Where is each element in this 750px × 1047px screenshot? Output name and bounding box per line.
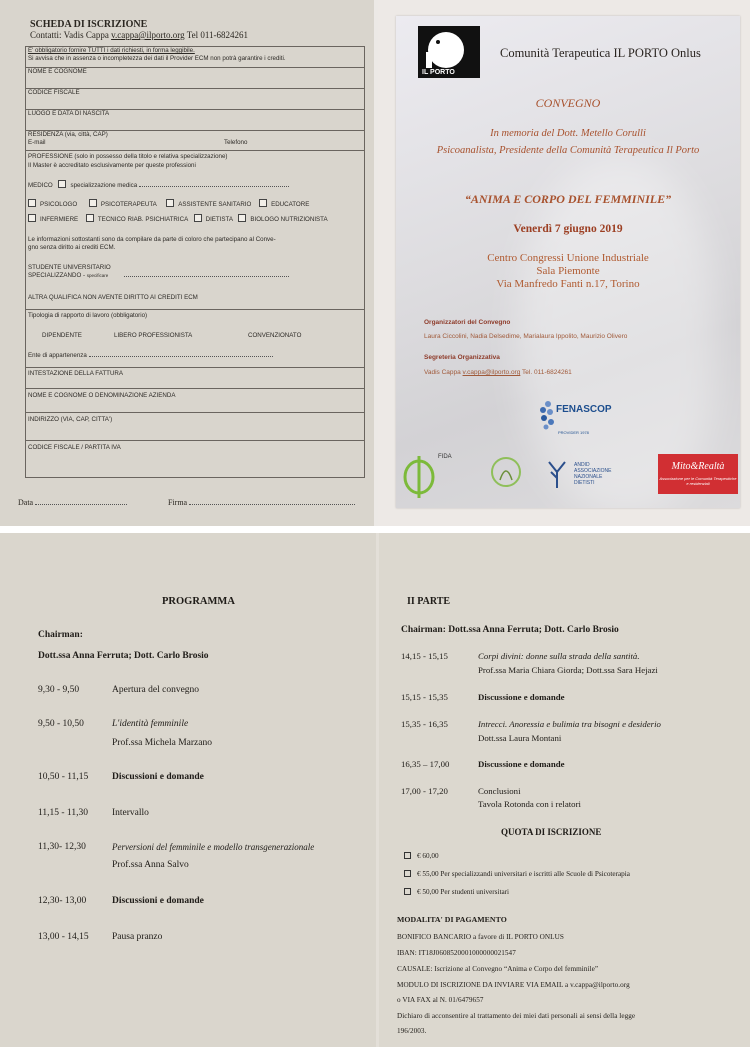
checkbox-educatore[interactable] (259, 199, 267, 207)
medico-checkbox[interactable] (58, 180, 66, 188)
data-label: Data (18, 498, 34, 507)
ente-line[interactable] (89, 356, 273, 357)
ente-row (28, 352, 273, 359)
secretary-email[interactable]: v.cappa@ilporto.org (462, 369, 521, 376)
firma-line[interactable] (189, 504, 355, 505)
fenascop-title: FENASCOP (556, 404, 612, 415)
studente-line[interactable] (124, 276, 289, 277)
prof-label: INFERMIERE (40, 216, 79, 223)
secretary-label: Segreteria Organizzativa (424, 354, 500, 361)
studente-row (28, 272, 289, 279)
prof-label: PSICOLOGO (40, 201, 78, 208)
event-date: Venerdì 7 giugno 2019 (513, 223, 623, 235)
info-line-1: Le informazioni sottostanti sono da compilare da parte di coloro che partecipano al Conve- (28, 236, 276, 243)
session-time: 17,00 - 17,20 (401, 786, 448, 796)
info-line-2: gno senza diritto ai crediti ECM. (28, 244, 116, 251)
session-time: 15,15 - 15,35 (401, 692, 448, 702)
payment-line: BONIFICO BANCARIO a favore di IL PORTO ONLUS (397, 933, 564, 941)
quota-checkbox[interactable] (404, 870, 411, 877)
session-title: Intervallo (112, 808, 149, 818)
chairman-names: Dott.ssa Anna Ferruta; Dott. Carlo Brosio (38, 651, 209, 661)
notice-line-2: Si avvisa che in assenza o incompletezza dei dati il Provider ECM non potrà garantire i crediti. (28, 55, 286, 62)
prof-label: ASSISTENTE SANITARIO (178, 201, 252, 208)
data-line[interactable] (35, 504, 127, 505)
session-time: 16,35 – 17,00 (401, 759, 450, 769)
telefono-label: Telefono (224, 139, 248, 146)
session-time: 10,50 - 11,15 (38, 772, 89, 782)
il-porto-logo (418, 26, 480, 78)
field-intestazione[interactable] (26, 367, 364, 389)
field-label: CODICE FISCALE / PARTITA IVA (28, 444, 121, 451)
medico-label: MEDICO (28, 182, 53, 189)
session-time: 9,30 - 9,50 (38, 685, 80, 695)
payment-fax: o VIA FAX al N. 01/6479657 (397, 996, 484, 1004)
session-title: Corpi divini: donne sulla strada della santità. (478, 651, 640, 661)
field-label: NOME E COGNOME (28, 68, 87, 75)
quota-checkbox[interactable] (404, 888, 411, 895)
session-title: Intrecci. Anoressia e bulimia tra bisogni e desiderio (478, 719, 661, 729)
session-time: 11,30- 12,30 (38, 842, 86, 852)
data-field[interactable] (18, 498, 127, 507)
professions-row-2 (28, 214, 328, 223)
prof-label: BIOLOGO NUTRIZIONISTA (250, 216, 328, 223)
convegno-label: CONVEGNO (535, 96, 601, 110)
checkbox-psicoterapeuta[interactable] (89, 199, 97, 207)
session-speaker: Prof.ssa Michela Marzano (112, 738, 212, 748)
venue-line-3: Via Manfredo Fanti n.17, Torino (496, 278, 640, 290)
chairman-line: Chairman: Dott.ssa Anna Ferruta; Dott. Carlo Brosio (401, 625, 619, 635)
part-two-heading: II PARTE (407, 596, 451, 607)
field-label: INTESTAZIONE DELLA FATTURA (28, 370, 124, 377)
andid-line: DIETISTI (574, 480, 595, 486)
studente-label-1: STUDENTE UNIVERSITARIO (28, 264, 111, 271)
field-codice-fiscale[interactable] (26, 89, 364, 110)
tip-convenzionato[interactable]: CONVENZIONATO (248, 332, 302, 339)
payment-iban: IBAN: IT18J0608520001000000021547 (397, 949, 516, 957)
organization-name: Comunità Terapeutica IL PORTO Onlus (500, 46, 701, 60)
email-label: E-mail (28, 139, 46, 146)
session-speaker: Tavola Rotonda con i relatori (478, 799, 581, 809)
professions-row-1 (28, 199, 309, 208)
session-time: 13,00 - 14,15 (38, 932, 89, 942)
organizers-label: Organizzatori del Convegno (424, 319, 511, 326)
field-label: RESIDENZA (via, città, CAP) (28, 131, 108, 138)
association-mark (488, 454, 524, 490)
quota-option-60[interactable] (404, 852, 439, 860)
form-notice (26, 47, 364, 68)
secretary-tel: Tel. 011-6824261 (520, 369, 572, 376)
session-time: 11,15 - 11,30 (38, 808, 88, 818)
secretary-contact (424, 369, 572, 376)
mito-title: Mito&Realtà (671, 461, 725, 472)
professione-label: PROFESSIONE (solo in possesso della titolo e relativa specializzazione) (28, 153, 228, 160)
session-title: Conclusioni (478, 786, 521, 796)
mito-sub: Associazione per le Comunità Terapeutiche e residenziali (659, 476, 737, 486)
tip-dipendente[interactable]: DIPENDENTE (42, 332, 82, 339)
logo-bar (426, 52, 432, 68)
quota-label: € 55,00 Per specializzandi universitari e iscritti alle Scuole di Psicoterapia (417, 870, 630, 878)
memoria-line-2: Psicoanalista, Presidente della Comunità Terapeutica Il Porto (436, 145, 700, 156)
checkbox-psicologo[interactable] (28, 199, 36, 207)
form-box (25, 46, 365, 478)
andid-line: ANDID (574, 462, 590, 468)
andid-line: ASSOCIAZIONE (574, 468, 612, 474)
field-nome-cognome[interactable] (26, 68, 364, 89)
field-label: NOME E COGNOME O DENOMINAZIONE AZIENDA (28, 392, 176, 399)
fida-logo (402, 454, 462, 500)
andid-text (574, 462, 612, 486)
program-page-2 (379, 533, 750, 1047)
ente-label: Ente di appartenenza (28, 352, 87, 359)
session-time: 15,35 - 16,35 (401, 719, 448, 729)
chairman-label: Chairman: (38, 630, 83, 640)
session-title: Discussione e domande (478, 692, 565, 702)
privacy-line-1: Dichiaro di acconsentire al trattamento dei miei dati personali ai sensi della legge (397, 1012, 636, 1020)
cover-page (378, 0, 750, 526)
venue-line-1: Centro Congressi Unione Industriale (487, 252, 649, 264)
secretary-name: Vadis Cappa (424, 369, 463, 376)
session-title: Pausa pranzo (112, 932, 163, 942)
organizers-names: Laura Ciccolini, Nadia Delsedime, Marialaura Ippolito, Maurizio Olivero (424, 333, 628, 340)
session-speaker: Prof.ssa Anna Salvo (112, 860, 189, 870)
session-time: 9,50 - 10,50 (38, 719, 84, 729)
payment-heading: MODALITA' DI PAGAMENTO (397, 915, 507, 924)
quota-label: € 50,00 Per studenti universitari (417, 888, 510, 896)
studente-label-2: SPECIALIZZANDO - (28, 272, 87, 279)
event-title: “ANIMA E CORPO DEL FEMMINILE” (464, 192, 672, 206)
master-note: Il Master è accreditato esclusivamente per queste professioni (28, 162, 196, 169)
session-title: Perversioni del femminile e modello transgenerazionale (112, 842, 315, 852)
memoria-line-1: In memoria del Dott. Metello Corulli (490, 128, 646, 139)
field-label: CODICE FISCALE (28, 89, 80, 96)
contact-tel: Tel 011-6824261 (184, 30, 248, 40)
checkbox-dietista[interactable] (194, 214, 202, 222)
fenascop-mark (538, 400, 558, 430)
fenascop-provider: PROVIDER 1978 (558, 430, 589, 435)
contact-email[interactable]: v.cappa@ilporto.org (111, 30, 185, 40)
program-heading: PROGRAMMA (162, 596, 235, 607)
session-speaker: Dott.ssa Laura Montani (478, 733, 562, 743)
prof-label: DIETISTA (205, 216, 233, 223)
logo-dot (434, 38, 442, 46)
fenascop-logo (538, 398, 628, 442)
session-title: Discussioni e domande (112, 772, 204, 782)
field-email-label (28, 139, 364, 147)
medico-spec-line[interactable] (139, 186, 289, 187)
payment-email: MODULO DI ISCRIZIONE DA INVIARE VIA EMAIL a v.cappa@ilporto.org (397, 981, 630, 989)
payment-causale: CAUSALE: Iscrizione al Convegno “Anima e Corpo del femminile” (397, 965, 599, 973)
quota-label: € 60,00 (417, 852, 439, 860)
andid-mark (546, 460, 568, 490)
medico-spec-label: specializzazione medica (70, 182, 138, 189)
field-indirizzo[interactable] (26, 413, 364, 441)
field-residenza[interactable] (26, 131, 364, 151)
cover-panel (396, 16, 740, 508)
quota-heading: QUOTA DI ISCRIZIONE (501, 827, 602, 837)
form-title: SCHEDA DI ISCRIZIONE (30, 19, 148, 30)
quota-option-50[interactable] (404, 888, 509, 896)
tipologia-label: Tipologia di rapporto di lavoro (obbligatorio) (28, 312, 148, 319)
session-speaker: Prof.ssa Maria Chiara Giorda; Dott.ssa Sara Hejazi (478, 665, 658, 675)
field-label: LUOGO E DATA DI NASCITA (28, 110, 110, 117)
prof-label: TECNICO RIAB. PSICHIATRICA (97, 216, 188, 223)
notice-line-1: E' obbligatorio fornire TUTTI i dati richiesti, in forma leggibile. (28, 47, 195, 54)
program-page-1 (0, 533, 376, 1047)
quota-option-55[interactable] (404, 870, 630, 878)
field-cf-piva[interactable] (26, 441, 364, 477)
tip-libero[interactable]: LIBERO PROFESSIONISTA (114, 332, 193, 339)
session-time: 12,30- 13,00 (38, 896, 87, 906)
registration-form-page (0, 0, 374, 526)
firma-label: Firma (168, 498, 188, 507)
checkbox-infermiere[interactable] (28, 214, 36, 222)
fida-text: FIDA (438, 454, 452, 460)
venue-line-2: Sala Piemonte (536, 265, 600, 277)
logo-text: IL PORTO (422, 69, 455, 76)
logo-disc (428, 32, 464, 68)
divider (26, 309, 364, 310)
session-title: Discussioni e domande (112, 896, 204, 906)
field-azienda[interactable] (26, 389, 364, 413)
session-title: L'identità femminile (112, 719, 189, 729)
association-logo (488, 454, 528, 494)
andid-logo (546, 454, 636, 500)
altra-qualifica[interactable]: ALTRA QUALIFICA NON AVENTE DIRITTO AI CREDITI ECM (28, 294, 198, 301)
form-contact (30, 30, 248, 40)
andid-line: NAZIONALE (574, 474, 603, 480)
mito-realta-logo (658, 454, 738, 494)
medico-row (28, 180, 289, 189)
quota-checkbox[interactable] (404, 852, 411, 859)
field-luogo-data-nascita[interactable] (26, 110, 364, 131)
fida-mark (402, 454, 436, 500)
session-title: Apertura del convegno (112, 685, 200, 695)
brochure-inside (0, 533, 750, 1047)
contact-prefix: Contatti: Vadis Cappa (30, 30, 112, 40)
checkbox-biologo[interactable] (238, 214, 246, 222)
prof-label: PSICOTERAPEUTA (100, 201, 157, 208)
session-title: Discussione e domande (478, 759, 565, 769)
checkbox-tecnico-riab[interactable] (86, 214, 94, 222)
studente-spec: specificare (86, 273, 109, 278)
prof-label: EDUCATORE (271, 201, 310, 208)
privacy-line-2: 196/2003. (397, 1027, 427, 1035)
session-time: 14,15 - 15,15 (401, 651, 448, 661)
firma-field[interactable] (168, 498, 355, 507)
checkbox-assistente-sanitario[interactable] (166, 199, 174, 207)
field-label: INDIRIZZO (VIA, CAP, CITTA') (28, 416, 113, 423)
